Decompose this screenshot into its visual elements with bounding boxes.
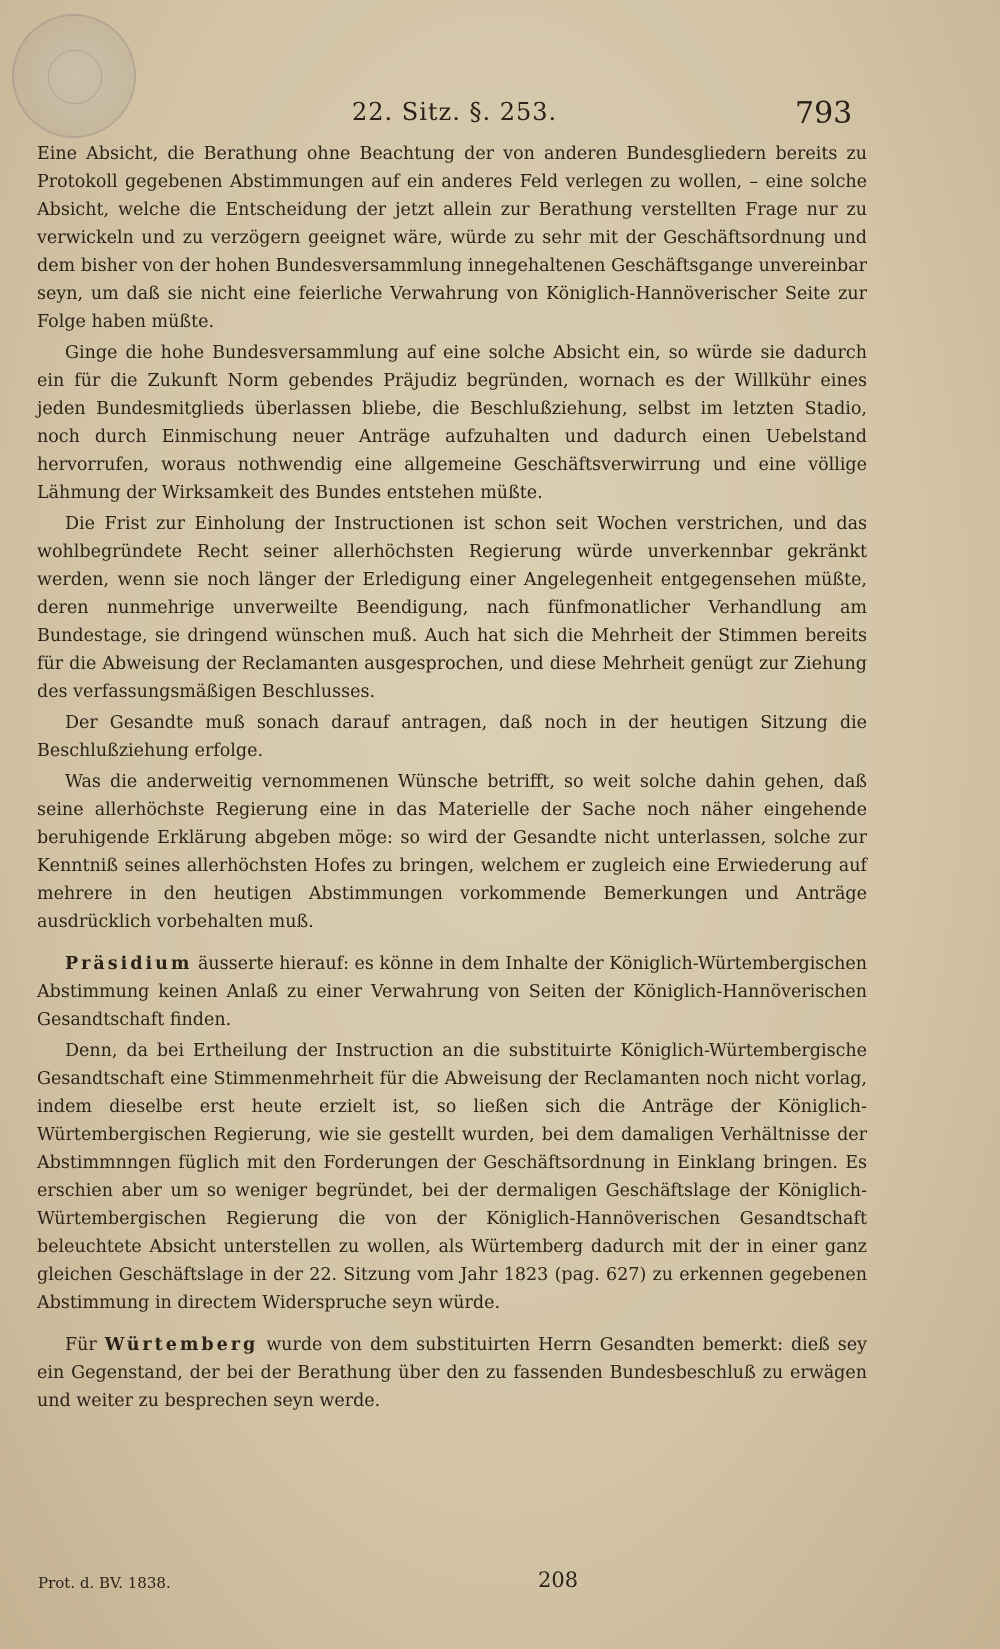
paragraph-text: äusserte hierauf: es könne in dem Inhalte der Königlich-Würtembergischen Abstimmung keinen Anlaß zu einer Verwahrung von Seiten der Königlich-Hannöverischen Gesandtschaft finden. <box>37 954 867 1030</box>
signature-mark: 208 <box>538 1568 579 1592</box>
protocol-reference: Prot. d. BV. 1838. <box>38 1574 171 1592</box>
paragraph: Eine Absicht, die Berathung ohne Beachtung der von anderen Bundesgliedern bereits zu Protokoll gegebenen Abstimmungen auf ein anderes Feld verlegen zu wollen, – eine solche Absicht, welche die Entscheidung der jetzt allein zur Berathung verstellten Frage nur zu verwickeln und zu verzögern geeignet wäre, würde zu sehr mit der Geschäftsordnung und dem bisher von der hohen Bundesversammlung innegehaltenen Geschäftsgange unvereinbar seyn, um daß sie nicht eine feierliche Verwahrung von Königlich-Hannöverischer Seite zur Folge haben müßte. <box>37 144 867 332</box>
paragraph: Der Gesandte muß sonach darauf antragen, daß noch in der heutigen Sitzung die Beschlußziehung erfolge. <box>37 713 867 761</box>
page-header <box>0 96 1000 136</box>
wuertemberg-paragraph <box>37 1331 867 1415</box>
running-title: 22. Sitz. §. 253. <box>352 98 558 126</box>
paragraph: Ginge die hohe Bundesversammlung auf eine solche Absicht ein, so würde sie dadurch ein für die Zukunft Norm gebendes Präjudiz begründen, wornach es der Willkühr eines jeden Bundesmitglieds überlassen bliebe, die Beschlußziehung, selbst im letzten Stadio, noch durch Einmischung neuer Anträge aufzuhalten und dadurch einen Uebelstand hervorrufen, woraus nothwendig eine allgemeine Geschäftsverwirrung und eine völlige Lähmung der Wirksamkeit des Bundes entstehen müßte. <box>37 343 867 503</box>
paragraph: Die Frist zur Einholung der Instructionen ist schon seit Wochen verstrichen, und das wohlbegründete Recht seiner allerhöchsten Regierung würde unverkennbar gekränkt werden, wenn sie noch länger der Erledigung einer Angelegenheit entgegensehen müßte, deren nunmehrige unverweilte Beendigung, nach fünfmonatlicher Verhandlung am Bundestage, sie dringend wünschen muß. Auch hat sich die Mehrheit der Stimmen bereits für die Abweisung der Reclamanten ausgesprochen, und diese Mehrheit genügt zur Ziehung des verfassungsmäßigen Beschlusses. <box>37 514 867 702</box>
paragraph-text: wurde von dem substituirten Herrn Gesandten bemerkt: dieß sey ein Gegenstand, der bei der Berathung über den zu fassenden Bundesbeschluß zu erwägen und weiter zu besprechen seyn werde. <box>37 1335 867 1411</box>
page-number: 793 <box>795 96 853 131</box>
body-text <box>37 140 867 1418</box>
page-footer <box>0 1568 1000 1608</box>
paragraph: Was die anderweitig vernommenen Wünsche betrifft, so weit solche dahin gehen, daß seine allerhöchste Regierung eine in das Materielle der Sache noch näher eingehende beruhigende Erklärung abgeben möge: so wird der Gesandte nicht unterlassen, solche zur Kenntniß seines allerhöchsten Hofes zu bringen, welchem er zugleich eine Erwiederung auf mehrere in den heutigen Abstimmungen vorkommende Bemerkungen und Anträge ausdrücklich vorbehalten muß. <box>37 772 867 932</box>
state-name: Würtemberg <box>104 1335 259 1355</box>
prefix-text: Für <box>65 1335 97 1355</box>
praesidium-paragraph <box>37 950 867 1034</box>
paragraph: Denn, da bei Ertheilung der Instruction an die substituirte Königlich-Würtembergische Gesandtschaft eine Stimmenmehrheit für die Abweisung der Reclamanten noch nicht vorlag, indem dieselbe erst heute erzielt ist, so ließen sich die Anträge der Königlich-Würtembergischen Regierung, wie sie gestellt wurden, bei dem damaligen Verhältnisse der Abstimmnngen füglich mit den Forderungen der Geschäftsordnung in Einklang bringen. Es erschien aber um so weniger begründet, bei der dermaligen Geschäftslage der Königlich-Würtembergischen Regierung die von der Königlich-Hannöverischen Gesandtschaft beleuchtete Absicht unterstellen zu wollen, als Würtemberg dadurch mit der in einer ganz gleichen Geschäftslage in der 22. Sitzung vom Jahr 1823 (pag. 627) zu erkennen gegebenen Abstimmung in directem Widerspruche seyn würde. <box>37 1041 867 1313</box>
speaker-name: Präsidium <box>65 954 193 974</box>
